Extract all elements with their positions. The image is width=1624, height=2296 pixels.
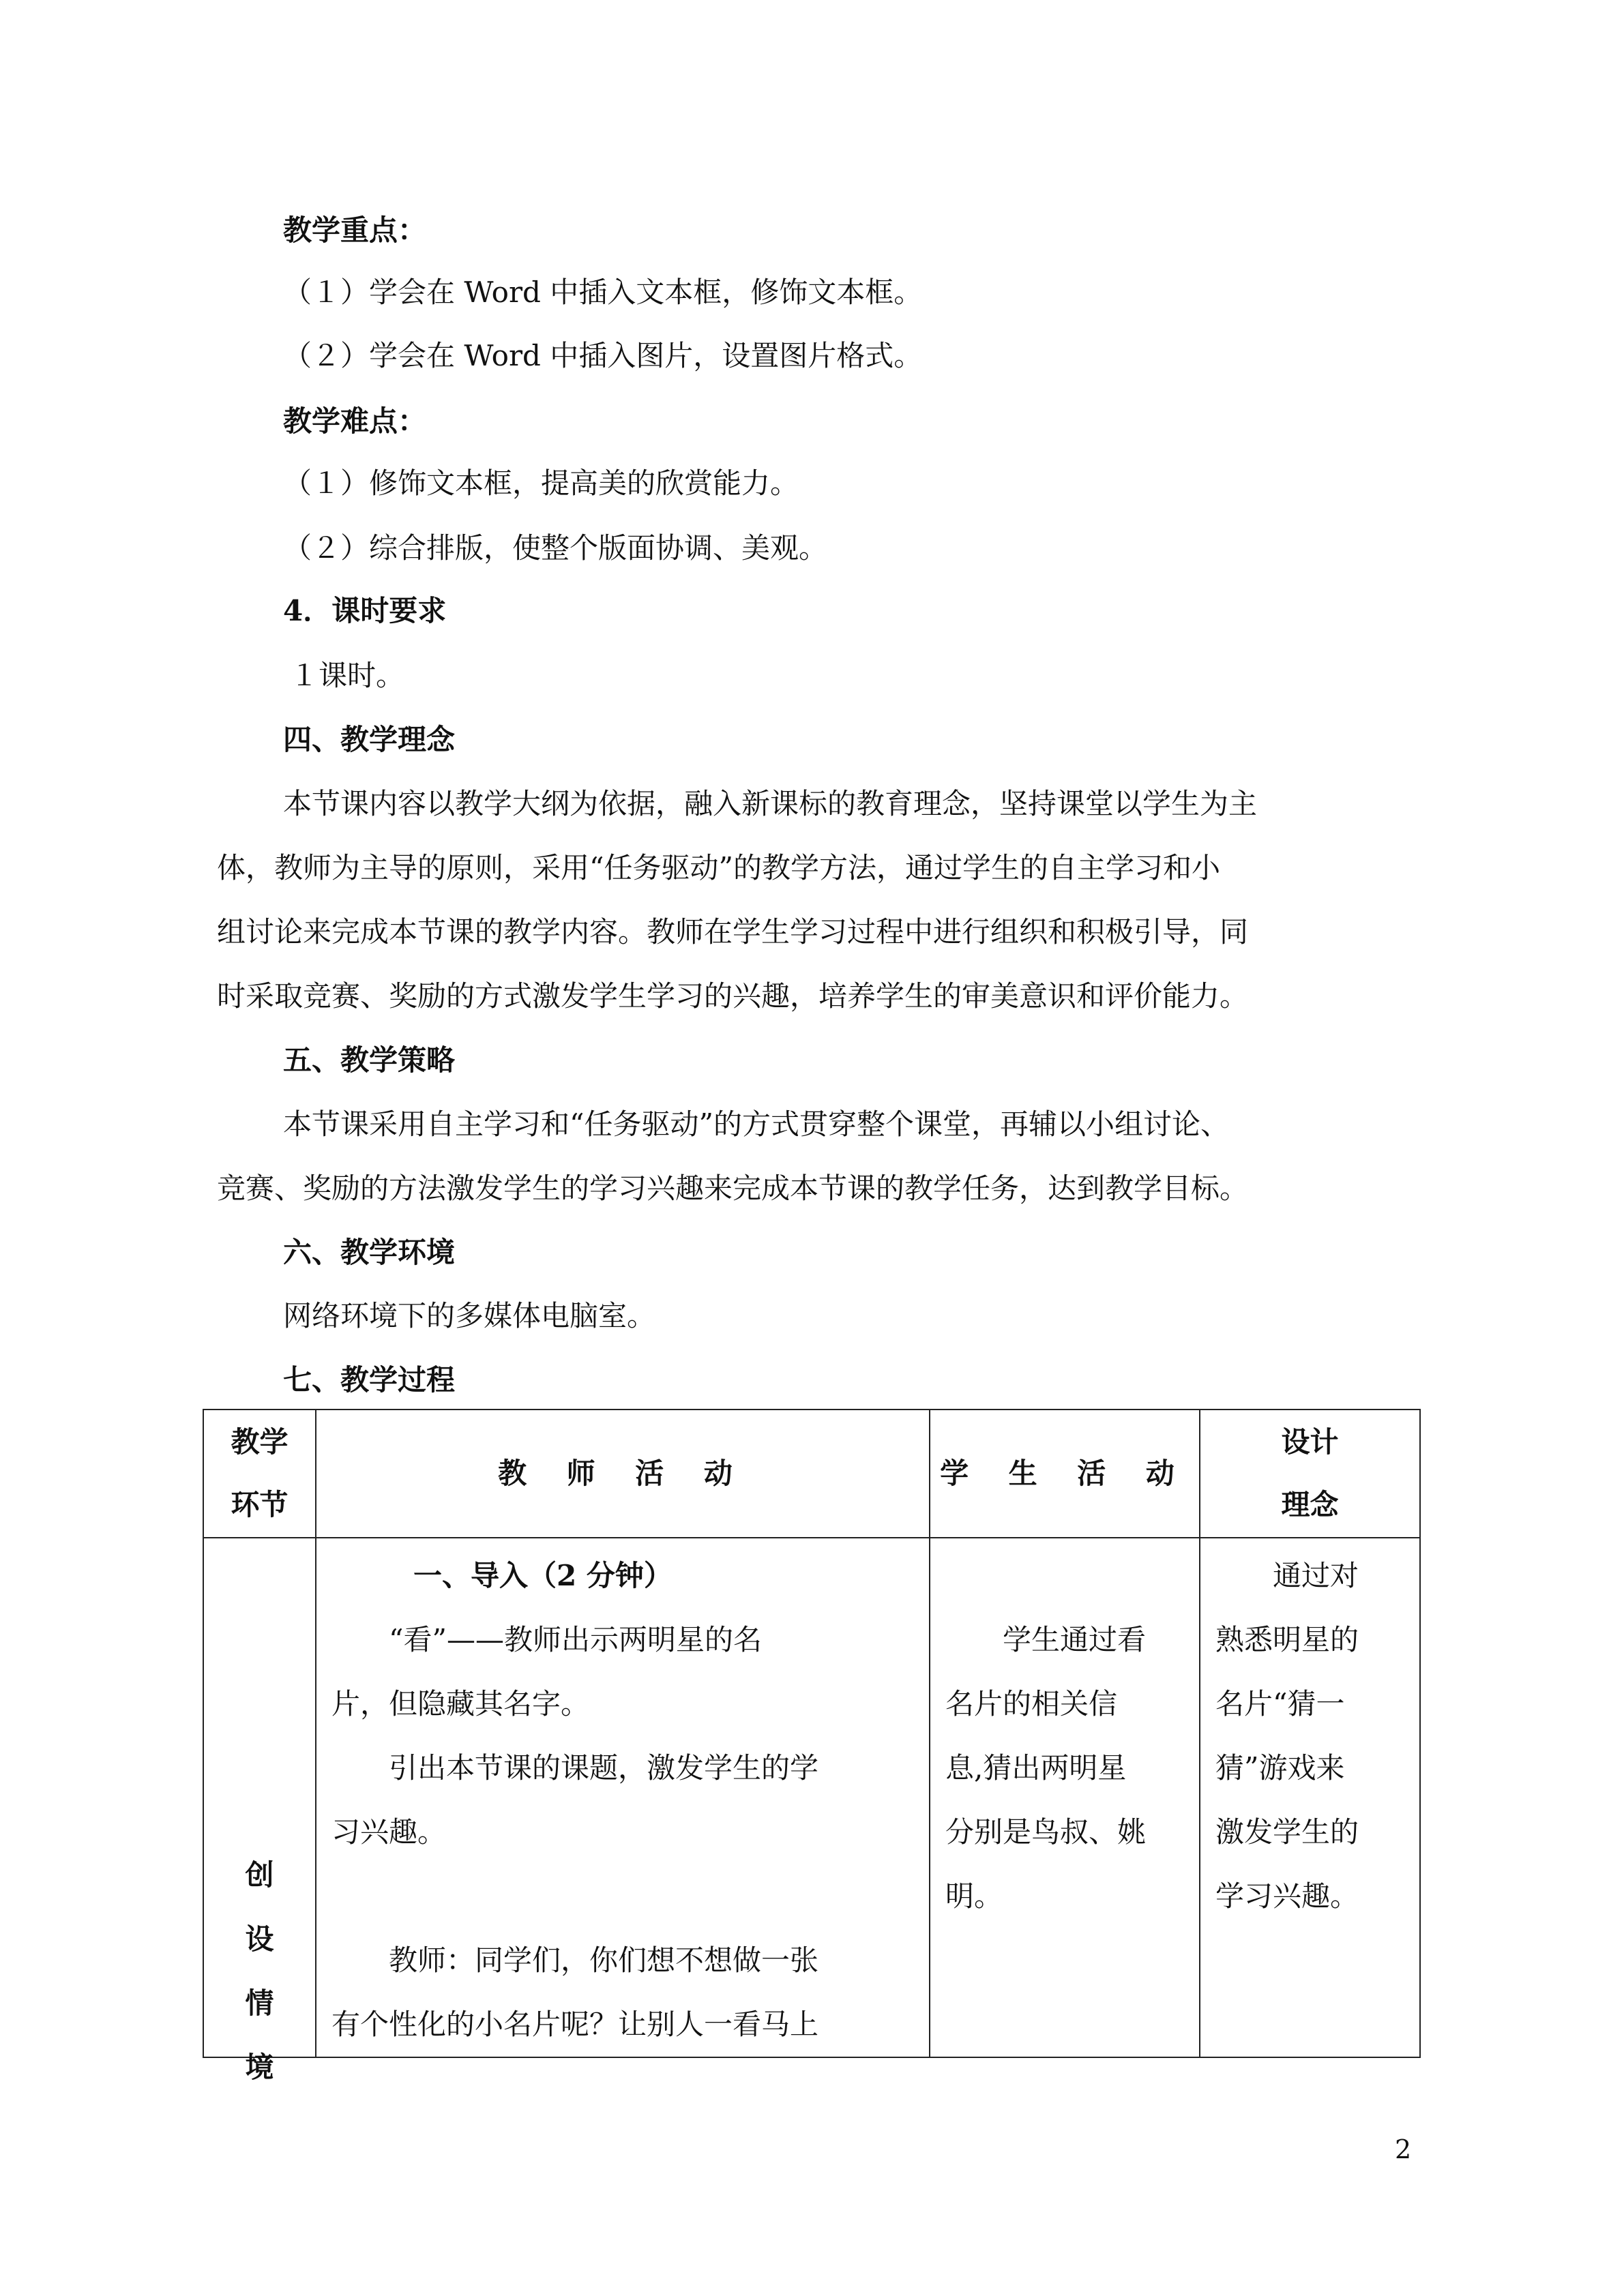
header-teacher-activity xyxy=(316,1410,930,1538)
difficult-point-2: （２）综合排版，使整个版面协调、美观。 xyxy=(283,531,828,565)
teacher-activity-cell xyxy=(316,1538,930,2057)
design-rationale-line: 猜”游戏来 xyxy=(1215,1751,1345,1785)
header-stage xyxy=(203,1410,316,1538)
design-rationale-line: 学习兴趣。 xyxy=(1215,1879,1359,1913)
philosophy-line-1: 本节课内容以教学大纲为依据，融入新课标的教育理念，坚持课堂以学生为主 xyxy=(283,787,1258,820)
teacher-activity-line: 有个性化的小名片呢？让别人一看马上 xyxy=(331,2008,819,2041)
design-rationale-line: 通过对 xyxy=(1273,1559,1359,1592)
student-activity-line: 息,猜出两明星 xyxy=(945,1751,1127,1785)
table-row xyxy=(203,1538,1420,2057)
header-stage-line-2: 环节 xyxy=(231,1488,289,1521)
student-activity-line: 名片的相关信 xyxy=(945,1687,1118,1720)
key-point-1: （１）学会在 Word 中插入文本框，修饰文本框。 xyxy=(283,275,923,309)
design-rationale-line: 名片“猜一 xyxy=(1215,1687,1345,1720)
teacher-activity-line xyxy=(331,1864,929,1928)
student-activity-cell xyxy=(930,1538,1200,2057)
strategy-line-1: 本节课采用自主学习和“任务驱动”的方式贯穿整个课堂，再辅以小组讨论、 xyxy=(283,1107,1229,1141)
philosophy-line-2: 体，教师为主导的原则，采用“任务驱动”的教学方法，通过学生的自主学习和小 xyxy=(217,851,1220,884)
header-design-line-1: 设计 xyxy=(1281,1425,1339,1459)
difficult-point-1: （１）修饰文本框，提高美的欣赏能力。 xyxy=(283,466,799,500)
stage-char: 情 xyxy=(245,1986,274,2020)
teacher-activity-line: 教师：同学们，你们想不想做一张 xyxy=(389,1943,819,1977)
page-number: 2 xyxy=(1395,2134,1412,2164)
section-4-text: １课时。 xyxy=(290,659,405,692)
student-activity-line: 学生通过看 xyxy=(1003,1623,1147,1656)
strategy-line-2: 竞赛、奖励的方法激发学生的学习兴趣来完成本节课的教学任务，达到教学目标。 xyxy=(217,1172,1249,1205)
section-4-heading: 4．课时要求 xyxy=(283,594,447,627)
section-philosophy-heading: 四、教学理念 xyxy=(283,723,456,756)
student-activity-line: 明。 xyxy=(945,1879,1003,1913)
philosophy-line-4: 时采取竞赛、奖励的方式激发学生学习的兴趣，培养学生的审美意识和评价能力。 xyxy=(217,979,1249,1013)
teacher-activity-line: “看”——教师出示两明星的名 xyxy=(389,1623,762,1656)
key-points-heading: 教学重点： xyxy=(283,213,427,247)
design-rationale-cell xyxy=(1200,1538,1420,2057)
key-point-2: （２）学会在 Word 中插入图片，设置图片格式。 xyxy=(283,339,923,372)
difficult-points-heading: 教学难点： xyxy=(283,404,427,438)
teacher-activity-line: 片，但隐藏其名字。 xyxy=(331,1687,590,1720)
header-stage-line-1: 教学 xyxy=(231,1425,289,1459)
section-5-heading: 五、教学策略 xyxy=(283,1043,456,1077)
header-student-activity xyxy=(930,1410,1200,1538)
design-rationale-line: 熟悉明星的 xyxy=(1215,1623,1359,1656)
stage-char: 创 xyxy=(245,1858,274,1892)
section-6-heading: 六、教学环境 xyxy=(283,1236,456,1269)
header-teacher-label: 教 师 活 动 xyxy=(498,1457,748,1490)
stage-char: 境 xyxy=(245,2051,274,2084)
teaching-process-table xyxy=(203,1409,1421,2084)
student-activity-line: 分别是鸟叔、姚 xyxy=(945,1815,1147,1849)
teacher-activity-line: 引出本节课的课题，激发学生的学 xyxy=(389,1751,819,1785)
section-7-heading: 七、教学过程 xyxy=(283,1363,456,1397)
header-design-rationale xyxy=(1200,1410,1420,1538)
teacher-activity-title: 一、导入（2 分钟） xyxy=(413,1559,673,1592)
header-student-label: 学 生 活 动 xyxy=(940,1457,1190,1490)
header-design-line-2: 理念 xyxy=(1281,1488,1339,1521)
environment-text: 网络环境下的多媒体电脑室。 xyxy=(283,1299,656,1332)
teacher-activity-line: 习兴趣。 xyxy=(331,1815,447,1849)
stage-char: 设 xyxy=(245,1922,274,1956)
design-rationale-line: 激发学生的 xyxy=(1215,1815,1359,1849)
stage-cell xyxy=(203,1538,316,2084)
table-header-row xyxy=(203,1410,1420,1538)
philosophy-line-3: 组讨论来完成本节课的教学内容。教师在学生学习过程中进行组织和积极引导，同 xyxy=(217,915,1249,949)
